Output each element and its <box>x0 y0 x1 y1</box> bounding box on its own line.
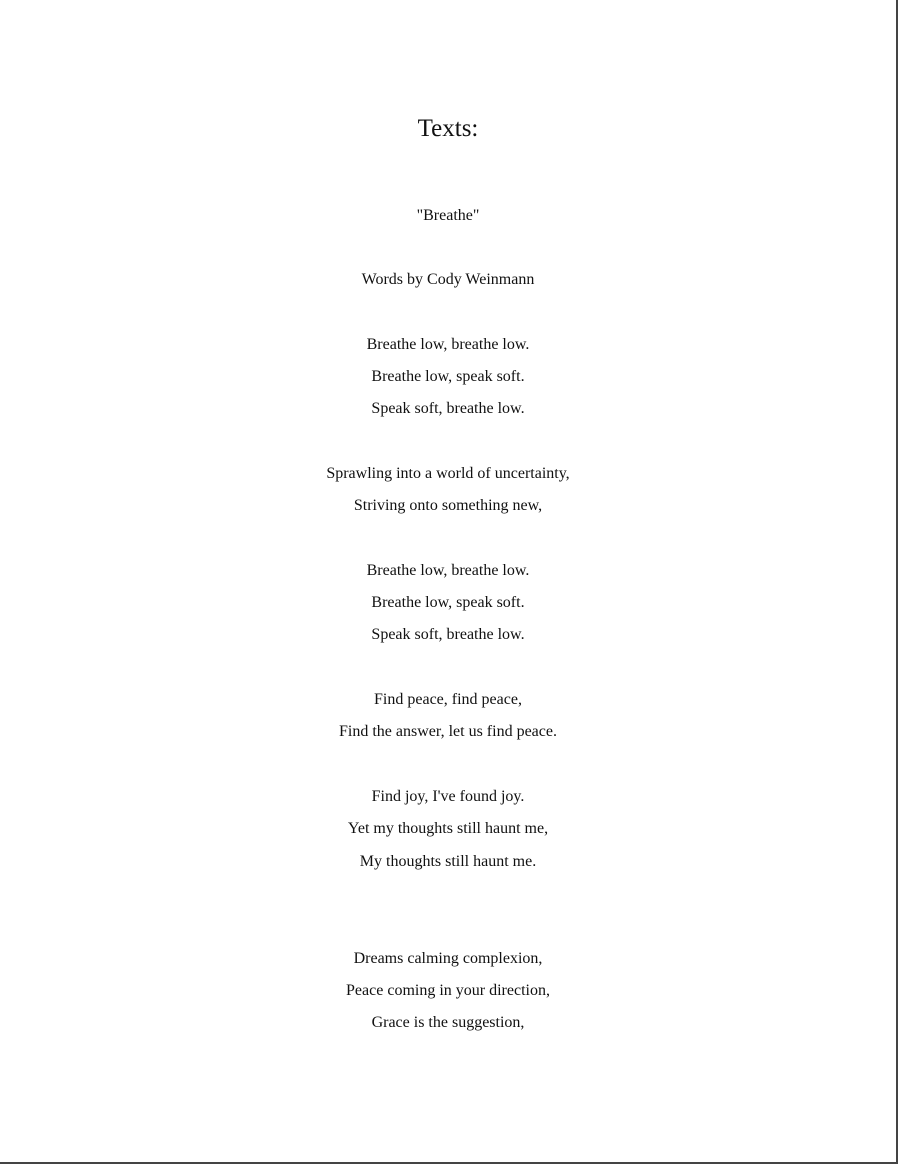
lyric-line: Find peace, find peace, <box>374 691 522 708</box>
lyric-line: Peace coming in your direction, <box>346 982 550 999</box>
lyric-line: Find the answer, let us find peace. <box>339 723 557 740</box>
lyricist-credit: Words by Cody Weinmann <box>361 271 535 288</box>
lyric-line: Breathe low, breathe low. <box>366 562 530 579</box>
lyric-line: Grace is the suggestion, <box>371 1014 525 1031</box>
lyric-line: Speak soft, breathe low. <box>371 626 525 643</box>
lyric-line: Yet my thoughts still haunt me, <box>347 820 549 837</box>
lyric-line: My thoughts still haunt me. <box>359 853 537 870</box>
song-title: "Breathe" <box>416 207 480 224</box>
lyric-line: Speak soft, breathe low. <box>371 400 525 417</box>
lyric-line: Sprawling into a world of uncertainty, <box>326 465 570 482</box>
lyric-line: Find joy, I've found joy. <box>371 788 525 805</box>
lyric-line: Striving onto something new, <box>353 497 543 514</box>
lyric-line: Breathe low, speak soft. <box>371 368 525 385</box>
lyric-line: Breathe low, breathe low. <box>366 336 530 353</box>
lyric-line: Breathe low, speak soft. <box>371 594 525 611</box>
lyric-line: Dreams calming complexion, <box>353 950 543 967</box>
page-heading: Texts: <box>417 115 479 142</box>
